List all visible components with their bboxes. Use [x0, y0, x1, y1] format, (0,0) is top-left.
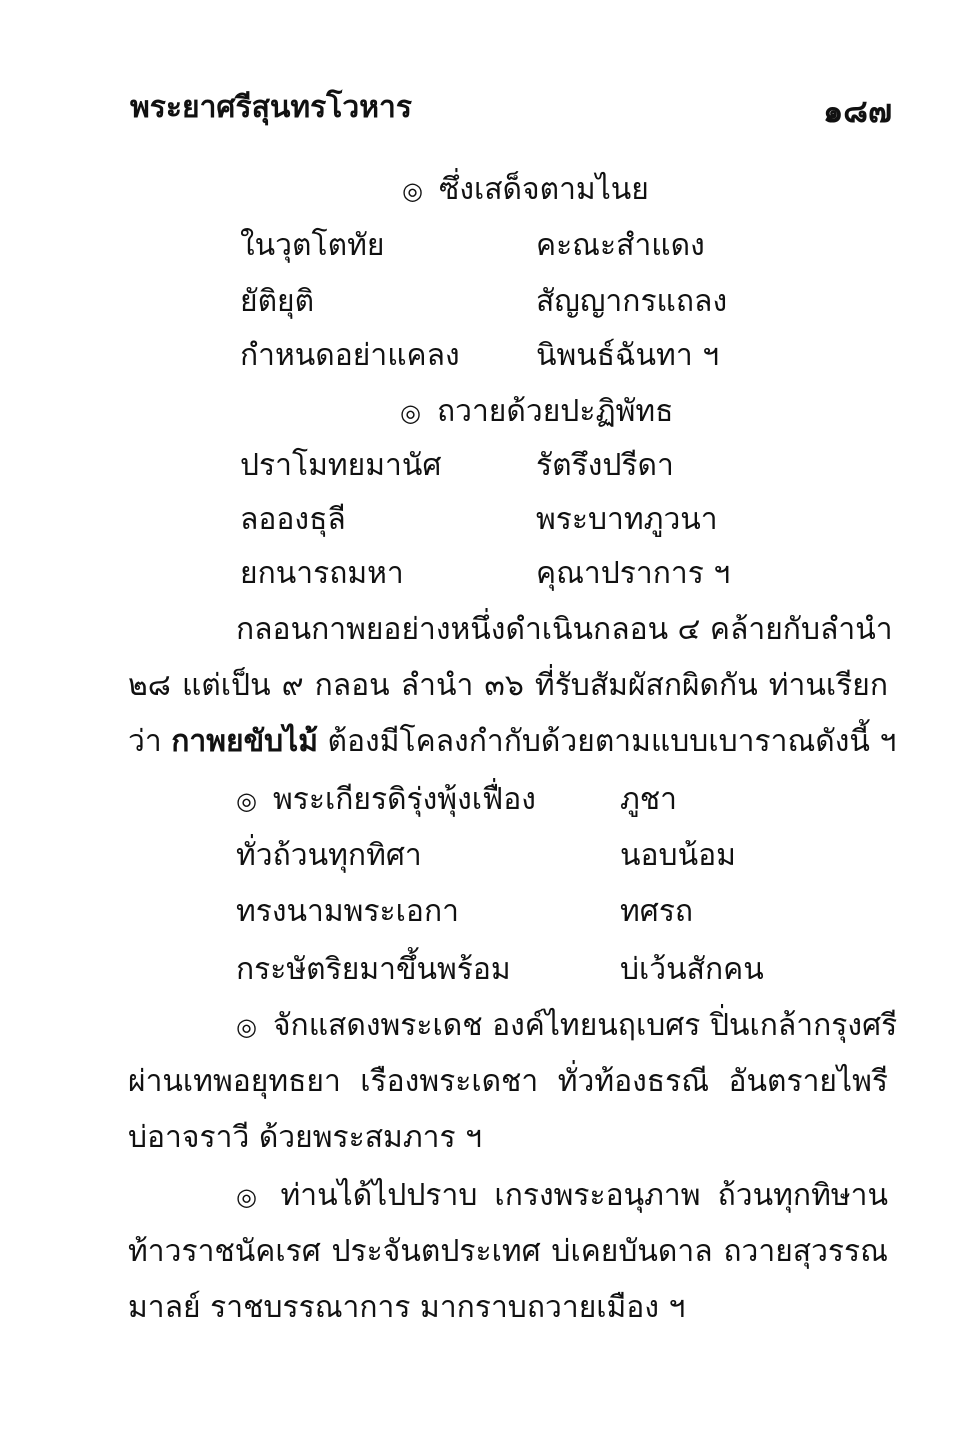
stanza1-heading — [402, 166, 649, 213]
stanza1-heading-text: ซึ่งเสด็จตามไนย — [438, 172, 649, 207]
stanza2-row3-right: คุณาปราการ ฯ — [536, 556, 731, 591]
stanza1-row2-right: สัญญากรแถลง — [536, 284, 728, 319]
paragraph-kap-khap-mai — [128, 606, 897, 766]
paragraph2-line1 — [128, 1002, 898, 1049]
stanza1-row1-left: ในวุตโตทัย — [240, 228, 385, 263]
stanza2-row1-right: รัตรึงปรีดา — [536, 448, 674, 483]
paragraph-verse-3 — [128, 1172, 888, 1332]
page-number: ๑๘๗ — [822, 92, 892, 130]
stanza2-row3-left: ยกนารถมหา — [240, 556, 404, 591]
stanza2-heading-text: ถวายด้วยปะฏิพัทธ — [436, 394, 674, 429]
running-header-title: พระยาศรีสุนทรโวหาร — [130, 90, 412, 125]
paragraph2-line2: ผ่านเทพอยุทธยา เรืองพระเดชา ทั่วท้องธรณี อันตรายไพรี — [128, 1064, 888, 1099]
stanza3-row4-left: กระษัตริยมาขึ้นพร้อม — [236, 952, 511, 987]
stanza3-row1-right: ภูชา — [620, 782, 677, 817]
stanza3-row4-right: บ่เว้นสักคน — [620, 952, 764, 987]
stanza3-row1-left-text: พระเกียรดิรุ่งพุ้งเฟื่อง — [272, 782, 536, 817]
stanza3-row3-left: ทรงนามพระเอกา — [236, 894, 459, 929]
stanza2-row2-right: พระบาทภูวนา — [536, 502, 718, 537]
stanza3-row2-right: นอบน้อม — [620, 838, 736, 873]
stanza3-row1-left — [236, 776, 536, 823]
paragraph1-line1: กลอนกาพยอย่างหนึ่งดำเนินกลอน ๔ คล้ายกับลำนำ — [236, 612, 893, 647]
stanza1-row3-left: กำหนดอย่าแคลง — [240, 338, 460, 373]
stanza2-heading — [400, 388, 673, 435]
stanza1-row3-right: นิพนธ์ฉันทา ฯ — [536, 338, 720, 373]
paragraph1-line3-pre: ว่า — [128, 724, 172, 759]
stanza1-row1-right: คะณะสำแดง — [536, 228, 705, 263]
paragraph2-line1-text: จักแสดงพระเดช องค์ไทยนฤเบศร ปิ่นเกล้ากรุงศรี — [272, 1008, 898, 1043]
paragraph3-line2: ท้าวราชนัคเรศ ประจันตประเทศ บ่เคยบันดาล ถวายสุวรรณ — [128, 1234, 888, 1269]
paragraph2-line3: บ่อาจราวี ด้วยพระสมภาร ฯ — [128, 1120, 482, 1155]
paragraph1-line2: ๒๘ แต่เป็น ๙ กลอน ลำนำ ๓๖ ที่รับสัมผัสกผิดกัน ท่านเรียก — [128, 668, 888, 703]
paragraph3-line1-text: ท่านได้ไปปราบ เกรงพระอนุภาพ ถ้วนทุกทิษาน — [280, 1178, 888, 1213]
stanza2-row1-left: ปราโมทยมานัศ — [240, 448, 442, 483]
bullet-icon: ◎ — [400, 399, 421, 427]
paragraph1-line3-post: ต้องมีโคลงกำกับด้วยตามแบบเบาราณดังนี้ ฯ — [318, 724, 897, 759]
stanza3-row2-left: ทั่วถ้วนทุกทิศา — [236, 838, 422, 873]
bullet-icon: ◎ — [236, 1183, 265, 1211]
paragraph1-line3 — [128, 718, 897, 765]
stanza2-row2-left: ลอองธุลี — [240, 502, 346, 537]
paragraph3-line3: มาลย์ ราชบรรณาการ มากราบถวายเมือง ฯ — [128, 1290, 686, 1325]
bullet-icon: ◎ — [236, 1013, 257, 1041]
bullet-icon: ◎ — [236, 787, 257, 815]
term-kap-khap-mai: กาพยขับไม้ — [171, 724, 319, 759]
paragraph3-line1 — [128, 1172, 888, 1219]
stanza3-row3-right: ทศรถ — [620, 894, 694, 929]
paragraph-verse-2 — [128, 1002, 898, 1162]
stanza1-row2-left: ยัติยุติ — [240, 284, 315, 319]
bullet-icon: ◎ — [402, 177, 423, 205]
